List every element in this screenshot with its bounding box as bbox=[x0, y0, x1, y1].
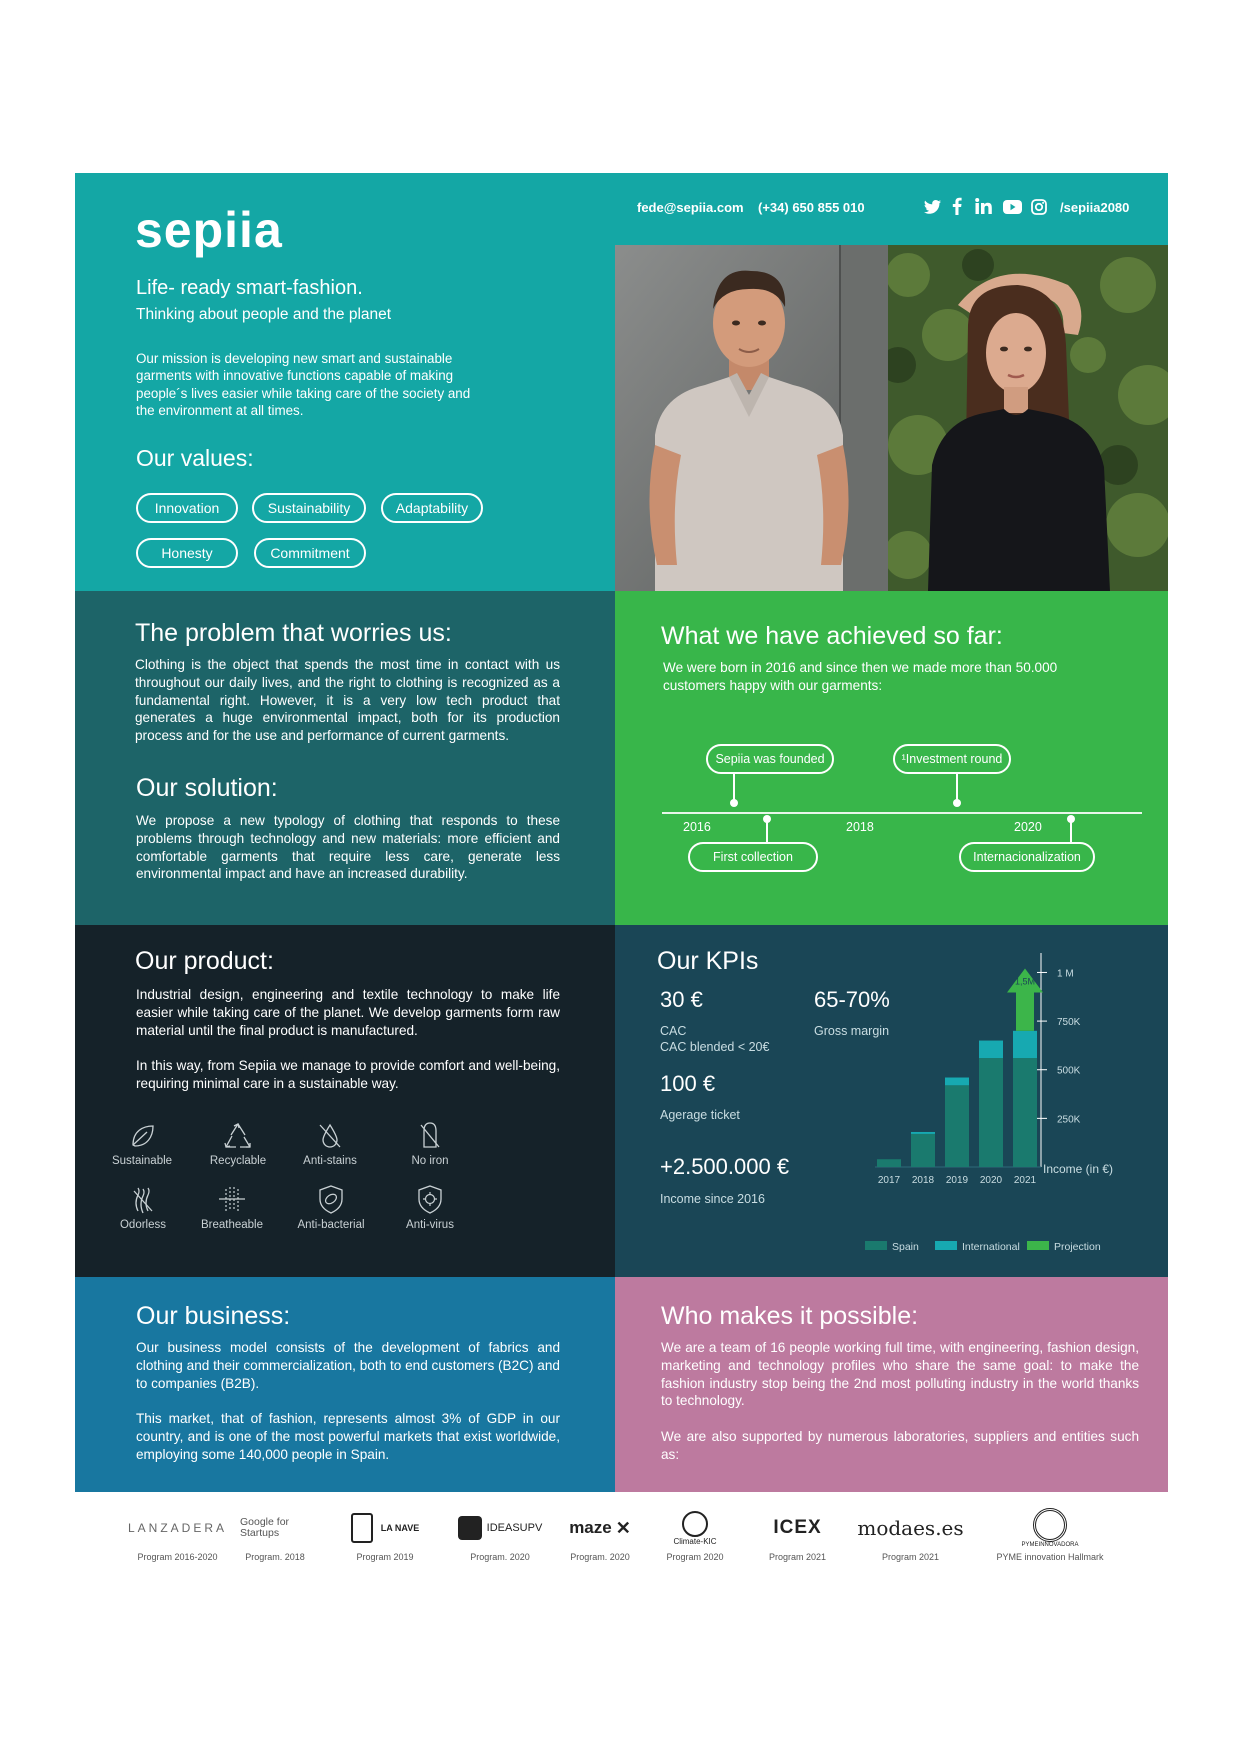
feature-anti-bacterial bbox=[281, 1183, 381, 1231]
social-handle[interactable]: /sepiia2080 bbox=[1060, 200, 1130, 215]
google-startups-logo: Google for Startups bbox=[240, 1516, 290, 1539]
leaf-icon bbox=[127, 1121, 157, 1151]
supporter-caption: Program 2021 bbox=[768, 1552, 827, 1562]
supporter-caption: Program 2020 bbox=[666, 1552, 724, 1562]
supporter-climatekic bbox=[655, 1508, 735, 1562]
legend-label-international: International bbox=[962, 1241, 1020, 1253]
value-pill-innovation: Innovation bbox=[136, 493, 238, 523]
year-2016: 2016 bbox=[683, 820, 711, 834]
recycle-icon bbox=[222, 1121, 254, 1151]
bar-projection-2021 bbox=[1016, 990, 1034, 1030]
problem-text: Clothing is the object that spends the most time in contact with us throughout our daily lives, and the right to clothing is recognized as a fundamental right. However, it is a very low tech product that generates a huge environmental impact, both for its production process and for the use and performance of current garments. bbox=[135, 657, 560, 744]
feature-label: Breatheable bbox=[200, 1219, 264, 1231]
upv-square-icon bbox=[458, 1516, 482, 1540]
x-tick-label: 2019 bbox=[945, 1175, 969, 1186]
tagline: Life- ready smart-fashion. bbox=[136, 277, 363, 299]
feature-anti-virus bbox=[380, 1183, 480, 1231]
kpi-margin-label: Gross margin bbox=[814, 1024, 890, 1038]
x-tick-label: 2021 bbox=[1013, 1175, 1037, 1186]
team-text-2: We are also supported by numerous laboratories, suppliers and entities such as: bbox=[661, 1429, 1139, 1462]
feature-sustainable bbox=[92, 1121, 192, 1167]
lanave-logo: LA NAVE bbox=[345, 1508, 425, 1548]
supporter-lanzadera bbox=[127, 1508, 228, 1562]
value-pill-commitment: Commitment bbox=[254, 538, 366, 568]
x-tick-label: 2018 bbox=[911, 1175, 935, 1186]
pyme-logo: PYMEINNOVADORA bbox=[990, 1508, 1110, 1548]
model-photos bbox=[615, 245, 1168, 591]
intro-panel bbox=[75, 173, 615, 591]
supporter-google bbox=[240, 1508, 310, 1562]
climatekic-logo: Climate-KIC bbox=[655, 1508, 735, 1548]
product-title: Our product: bbox=[135, 947, 274, 975]
bar-spain-2020 bbox=[979, 1058, 1003, 1167]
anti-virus-icon bbox=[415, 1183, 445, 1215]
kpi-cac-label: CAC bbox=[660, 1024, 687, 1038]
value-pill-honesty: Honesty bbox=[136, 538, 238, 568]
kpi-margin-value: 65-70% bbox=[814, 987, 890, 1012]
feature-label: Anti-stains bbox=[303, 1155, 357, 1167]
feature-no-iron bbox=[380, 1119, 480, 1167]
connector-founded bbox=[733, 774, 735, 802]
problem-solution-panel bbox=[75, 591, 615, 925]
bar-spain-2017 bbox=[877, 1159, 901, 1167]
bar-spain-2021 bbox=[1013, 1058, 1037, 1167]
mission-text: Our mission is developing new smart and sustainable garments with innovative functions capable of making people´s lives easier while taking care of the society and the environment at all times. bbox=[136, 351, 471, 419]
contact-email[interactable]: fede@sepiia.com bbox=[637, 200, 744, 215]
supporter-caption: Program 2019 bbox=[356, 1552, 414, 1562]
income-chart bbox=[865, 945, 1165, 1275]
ideasupv-logo: IDEASUPV bbox=[455, 1508, 545, 1548]
linkedin-icon[interactable] bbox=[975, 198, 992, 214]
supporter-maze bbox=[560, 1508, 640, 1562]
brand-logo: sepiia bbox=[135, 202, 283, 258]
kpis-title: Our KPIs bbox=[657, 947, 759, 975]
achieved-title: What we have achieved so far: bbox=[661, 622, 1003, 650]
projection-annotation: 1,5M bbox=[1014, 976, 1036, 987]
anti-bacterial-icon bbox=[316, 1183, 346, 1215]
photo-man-polo bbox=[615, 245, 888, 591]
dot-founded bbox=[730, 799, 738, 807]
business-text-1: Our business model consists of the development of fabrics and clothing and their commercialization, both to end customers (B2C) and to companies (B2B). bbox=[136, 1340, 560, 1391]
feature-recyclable bbox=[188, 1121, 288, 1167]
team-title: Who makes it possible: bbox=[661, 1302, 919, 1330]
y-tick-label: 500K bbox=[1057, 1065, 1081, 1077]
problem-title: The problem that worries us: bbox=[135, 619, 452, 647]
business-title: Our business: bbox=[136, 1302, 291, 1330]
legend-swatch-projection bbox=[1027, 1241, 1049, 1250]
bar-international-2018 bbox=[911, 1132, 935, 1134]
feature-label: Sustainable bbox=[111, 1155, 173, 1167]
x-tick-label: 2017 bbox=[877, 1175, 901, 1186]
dot-investment bbox=[953, 799, 961, 807]
eit-circle-icon bbox=[682, 1511, 708, 1537]
feature-anti-stains bbox=[280, 1121, 380, 1167]
supporter-caption: Program 2021 bbox=[881, 1552, 940, 1562]
product-text-2: In this way, from Sepiia we manage to provide comfort and well-being, requiring minimal care in a sustainable way. bbox=[136, 1058, 560, 1091]
modaes-logo: modaes.es bbox=[857, 1516, 964, 1540]
bar-spain-2019 bbox=[945, 1085, 969, 1167]
kpi-income-value: +2.500.000 € bbox=[660, 1154, 790, 1179]
contact-phone[interactable]: (+34) 650 855 010 bbox=[758, 200, 865, 215]
product-panel bbox=[75, 925, 615, 1277]
youtube-icon[interactable] bbox=[1003, 200, 1022, 214]
pyme-spiral-icon bbox=[1033, 1508, 1067, 1542]
feature-label: Odorless bbox=[119, 1219, 167, 1231]
milestone-investment: ¹Investment round bbox=[893, 744, 1011, 774]
feature-label: No iron bbox=[411, 1155, 449, 1167]
odorless-icon bbox=[128, 1185, 158, 1215]
feature-label: Anti-bacterial bbox=[297, 1219, 365, 1231]
supporter-ideasupv bbox=[455, 1508, 545, 1562]
feature-breatheable bbox=[182, 1185, 282, 1231]
supporter-modaes bbox=[858, 1508, 963, 1562]
value-pill-sustainability: Sustainability bbox=[252, 493, 366, 523]
x-tick-label: 2020 bbox=[979, 1175, 1003, 1186]
lanzadera-logo: LANZADERA bbox=[127, 1521, 228, 1535]
bar-international-2020 bbox=[979, 1041, 1003, 1059]
maze-x-icon: ✕ bbox=[615, 1517, 631, 1538]
timeline-axis bbox=[662, 812, 1142, 814]
supporter-lanave bbox=[345, 1508, 425, 1562]
supporter-caption: Program. 2018 bbox=[245, 1552, 305, 1562]
kpi-ticket-label: Agerage ticket bbox=[660, 1108, 740, 1122]
supporter-caption: Program 2016-2020 bbox=[137, 1552, 218, 1562]
year-2018: 2018 bbox=[846, 820, 874, 834]
supporter-pyme bbox=[990, 1508, 1110, 1562]
breathable-icon bbox=[216, 1185, 248, 1215]
legend-label-projection: Projection bbox=[1054, 1241, 1101, 1253]
no-iron-icon bbox=[415, 1119, 445, 1151]
kpis-panel bbox=[615, 925, 1168, 1277]
y-axis-label: Income (in €) bbox=[1043, 1162, 1114, 1176]
bar-spain-2018 bbox=[911, 1134, 935, 1167]
milestone-internationalization: Internacionalization bbox=[959, 842, 1095, 872]
y-tick-label: 250K bbox=[1057, 1114, 1081, 1126]
connector-internationalization bbox=[1070, 819, 1072, 843]
values-title: Our values: bbox=[136, 445, 254, 471]
business-text-2: This market, that of fashion, represents almost 3% of GDP in our country, and is one of the most powerful markets that exist worldwide, employing some 140,000 people in Spain. bbox=[136, 1411, 560, 1462]
bar-international-2021 bbox=[1013, 1031, 1037, 1058]
supporter-caption: PYME innovation Hallmark bbox=[996, 1552, 1104, 1562]
connector-first-collection bbox=[766, 819, 768, 843]
milestone-founded: Sepiia was founded bbox=[706, 744, 834, 774]
year-2020: 2020 bbox=[1014, 820, 1042, 834]
connector-investment bbox=[956, 774, 958, 802]
legend-swatch-spain bbox=[865, 1241, 887, 1250]
kpi-cac-sub: CAC blended < 20€ bbox=[660, 1040, 770, 1054]
instagram-icon[interactable] bbox=[1031, 199, 1047, 215]
madrid-shield-icon bbox=[351, 1513, 373, 1543]
team-text-1: We are a team of 16 people working full time, with engineering, fashion design, marketing and technology profiles who share the same goal: to make the fashion industry stop being the 2nd most polluting industry in the world thanks to technology. bbox=[661, 1340, 1139, 1409]
supporter-icex bbox=[755, 1508, 840, 1562]
kpi-income-label: Income since 2016 bbox=[660, 1192, 765, 1206]
product-text-1: Industrial design, engineering and textile technology to make life easier while taking care of the planet. We develop garments form raw material until the final product is manufactured. bbox=[136, 987, 560, 1038]
bar-international-2019 bbox=[945, 1078, 969, 1086]
legend-label-spain: Spain bbox=[892, 1241, 919, 1253]
solution-title: Our solution: bbox=[136, 774, 278, 802]
supporter-caption: Program. 2020 bbox=[570, 1552, 630, 1562]
subtagline: Thinking about people and the planet bbox=[136, 306, 392, 323]
feature-label: Recyclable bbox=[209, 1155, 267, 1167]
photo-woman-tee bbox=[888, 245, 1168, 591]
contact-bar bbox=[615, 173, 1168, 245]
achieved-text: We were born in 2016 and since then we made more than 50.000 customers happy with our garments: bbox=[663, 660, 1058, 693]
supporter-caption: Program. 2020 bbox=[470, 1552, 530, 1562]
kpi-cac-value: 30 € bbox=[660, 987, 703, 1012]
achievements-panel bbox=[615, 591, 1168, 925]
legend-swatch-international bbox=[935, 1241, 957, 1250]
feature-odorless bbox=[93, 1185, 193, 1231]
value-pill-adaptability: Adaptability bbox=[381, 493, 483, 523]
icex-logo: ICEX bbox=[773, 1517, 822, 1538]
y-tick-label: 750K bbox=[1057, 1017, 1081, 1029]
maze-logo: maze ✕ bbox=[569, 1517, 631, 1538]
business-panel bbox=[75, 1277, 615, 1492]
twitter-icon[interactable] bbox=[924, 199, 942, 215]
milestone-first-collection: First collection bbox=[688, 842, 818, 872]
team-panel bbox=[615, 1277, 1168, 1492]
kpi-ticket-value: 100 € bbox=[660, 1071, 716, 1096]
feature-label: Anti-virus bbox=[406, 1219, 454, 1231]
anti-stain-icon bbox=[315, 1121, 345, 1151]
facebook-icon[interactable] bbox=[952, 197, 962, 215]
solution-text: We propose a new typology of clothing that responds to these problems through technology and new materials: more efficient and comfortable garments that require less care, generate less environmental impact and have an increased durability. bbox=[136, 813, 560, 882]
y-tick-label: 1 M bbox=[1057, 968, 1074, 980]
